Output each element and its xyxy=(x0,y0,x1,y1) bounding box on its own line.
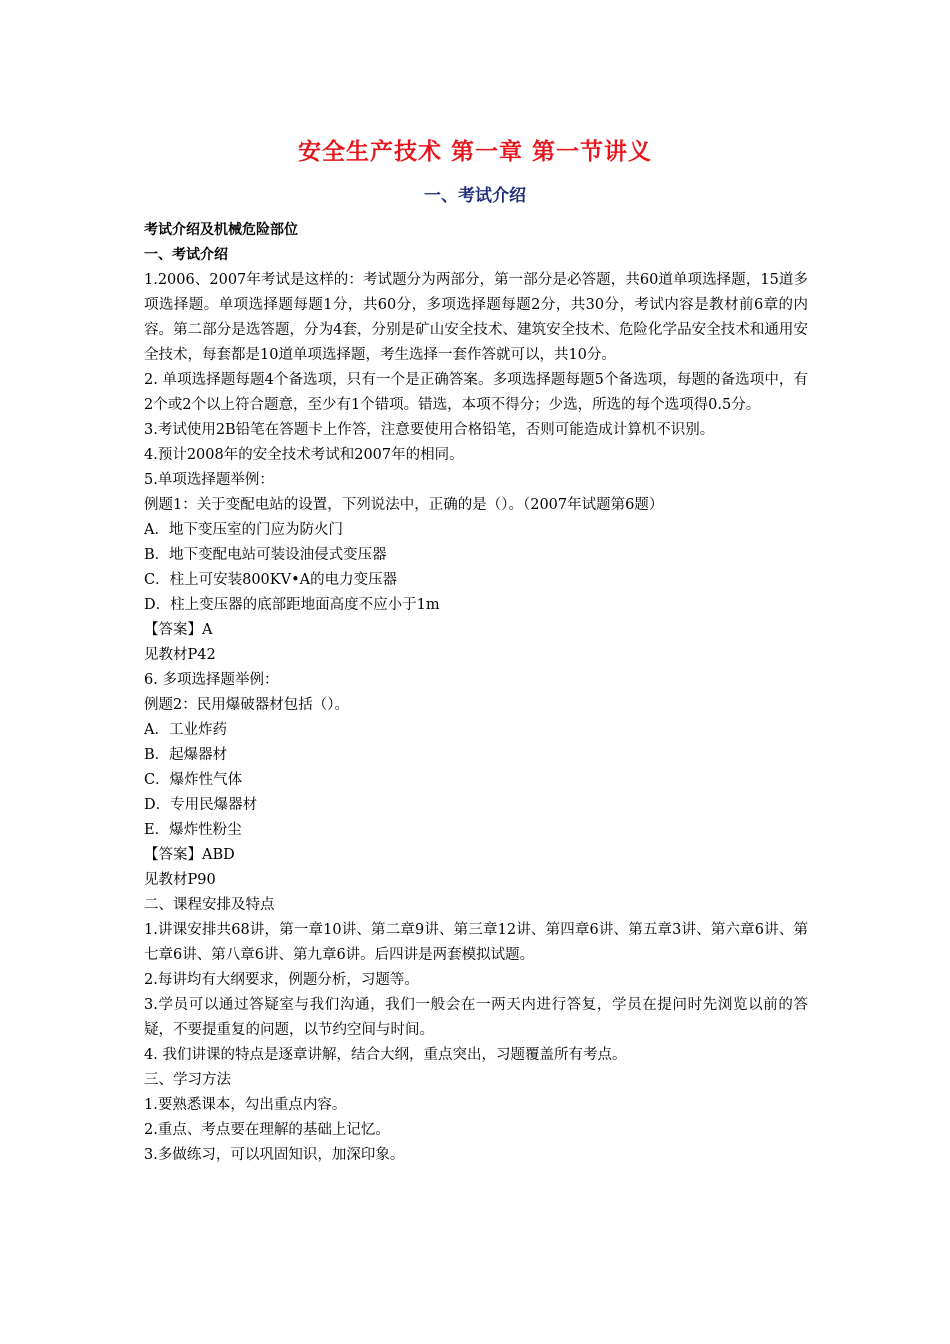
example1-reference: 见教材P42 xyxy=(144,647,216,663)
study-item: 1.要熟悉课本，勾出重点内容。 xyxy=(144,1097,347,1113)
paragraph: 3.考试使用2B铅笔在答题卡上作答，注意要使用合格铅笔，否则可能造成计算机不识别。 xyxy=(144,422,715,438)
paragraph: 2. 单项选择题每题4个备选项，只有一个是正确答案。多项选择题每题5个备选项，每题的备选项中，有2个或2个以上符合题意，至少有1个错项。错选，本项不得分；少选，所选的每个选项得0.5分。 xyxy=(144,372,808,413)
example1-option: D．柱上变压器的底部距地面高度不应小于1m xyxy=(144,597,440,613)
course-heading: 二、课程安排及特点 xyxy=(144,897,275,913)
paragraph: 1.2006、2007年考试是这样的：考试题分为两部分，第一部分是必答题，共60道单项选择题，15道多项选择题。单项选择题每题1分，共60分，多项选择题每题2分，共30分，考试内容是教材前6章的内容。第二部分是选答题，分为4套，分别是矿山安全技术、建筑安全技术、危险化学品安全技术和通用安全技术，每套都是10道单项选择题，考生选择一套作答就可以，共10分。 xyxy=(144,272,808,363)
example2-reference: 见教材P90 xyxy=(144,872,216,888)
example1-answer: 【答案】A xyxy=(144,622,213,638)
example1-option: C．柱上可安装800KV•A的电力变压器 xyxy=(144,572,398,588)
paragraph: 5.单项选择题举例： xyxy=(144,472,274,488)
course-item: 2.每讲均有大纲要求，例题分析，习题等。 xyxy=(144,972,419,988)
example1-option: A．地下变压室的门应为防火门 xyxy=(144,522,343,538)
multi-choice-heading: 6. 多项选择题举例： xyxy=(144,672,279,688)
course-item: 1.讲课安排共68讲，第一章10讲、第二章9讲、第三章12讲、第四章6讲、第五章3讲、第六章6讲、第七章6讲、第八章6讲、第九章6讲。后四讲是两套模拟试题。 xyxy=(144,922,808,963)
example2-option: E．爆炸性粉尘 xyxy=(144,822,242,838)
example2-option: D．专用民爆器材 xyxy=(144,797,258,813)
study-heading: 三、学习方法 xyxy=(144,1072,231,1088)
example2-answer: 【答案】ABD xyxy=(144,847,235,863)
example1-option: B．地下变配电站可装设油侵式变压器 xyxy=(144,547,387,563)
example2-option: C．爆炸性气体 xyxy=(144,772,243,788)
exam-intro-heading: 一、考试介绍 xyxy=(144,247,228,263)
example2-option: B．起爆器材 xyxy=(144,747,228,763)
course-item: 4. 我们讲课的特点是逐章讲解，结合大纲，重点突出，习题覆盖所有考点。 xyxy=(144,1047,627,1063)
paragraph: 4.预计2008年的安全技术考试和2007年的相同。 xyxy=(144,447,464,463)
example2-option: A．工业炸药 xyxy=(144,722,227,738)
study-item: 3.多做练习，可以巩固知识，加深印象。 xyxy=(144,1147,405,1163)
document-body xyxy=(144,218,808,1168)
example1-question: 例题1：关于变配电站的设置，下列说法中，正确的是（）。（2007年试题第6题） xyxy=(144,497,664,513)
subtitle: 考试介绍及机械危险部位 xyxy=(144,222,298,238)
study-item: 2.重点、考点要在理解的基础上记忆。 xyxy=(144,1122,390,1138)
example2-question: 例题2：民用爆破器材包括（）。 xyxy=(144,697,349,713)
course-item: 3.学员可以通过答疑室与我们沟通，我们一般会在一两天内进行答复，学员在提问时先浏览以前的答疑，不要提重复的问题，以节约空间与时间。 xyxy=(144,997,808,1038)
section-heading: 一、考试介绍 xyxy=(424,186,526,206)
document-title: 安全生产技术 第一章 第一节讲义 xyxy=(297,139,652,165)
